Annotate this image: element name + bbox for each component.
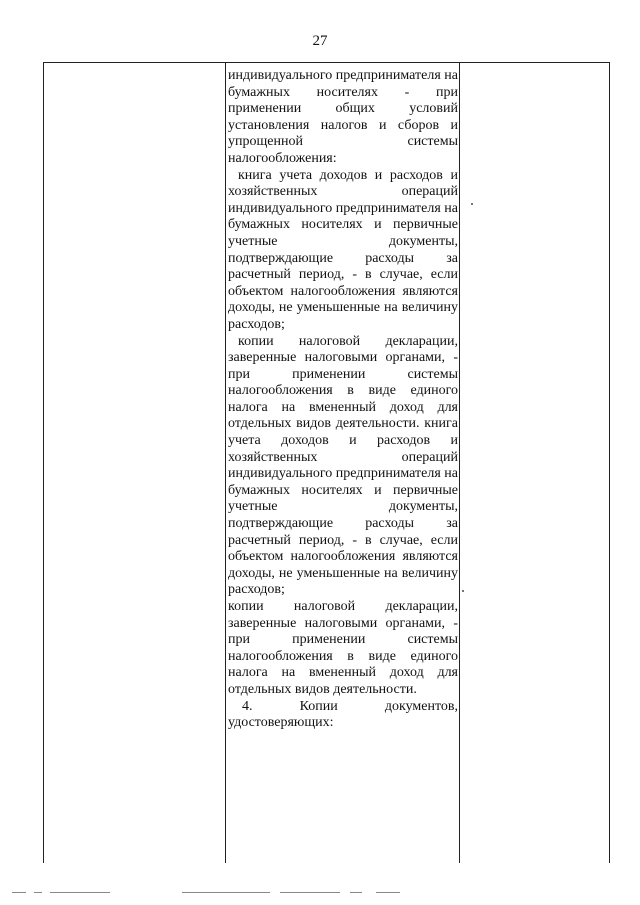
scan-noise	[12, 892, 26, 893]
scan-noise	[280, 892, 340, 893]
table-divider-right	[459, 63, 460, 863]
scan-noise	[376, 892, 400, 893]
paragraph-4: копии налоговой декларации, заверенные налоговыми органами, - при применении системы налогообложения в виде единого налога на вмененный доход для отдельных видов деятельности.	[228, 599, 458, 697]
page-number: 27	[312, 33, 328, 49]
scan-dot	[462, 590, 464, 592]
scan-noise	[34, 892, 42, 893]
paragraph-5: 4. Копии документов, удостоверяющих:	[228, 698, 458, 731]
scan-noise	[50, 892, 110, 893]
paragraph-2: книга учета доходов и расходов и хозяйственных операций индивидуального предпринимателя на бумажных носителях и первичные учетные документы, подтверждающие расходы за расчетный период, - в случае, если объектом налогообложения являются доходы, не уменьшенные на величину расходов;	[228, 167, 458, 332]
table-border-right	[609, 63, 610, 863]
scan-noise	[350, 892, 362, 893]
paragraph-1: индивидуального предпринимателя на бумажных носителях - при применении общих условий установления налогов и сборов и упрощенной системы налогообложения:	[228, 68, 458, 166]
table-divider-left	[225, 63, 226, 863]
table-cell-content	[228, 68, 458, 732]
scan-noise	[182, 892, 270, 893]
paragraph-3: копии налоговой декларации, заверенные налоговыми органами, - при применении системы налогообложения в виде единого налога на вмененный доход для отдельных видов деятельности. книга учета доходов и расходов и хозяйственных операций индивидуального предпринимателя на бумажных носителях и первичные учетные документы, подтверждающие расходы за расчетный период, - в случае, если объектом налогообложения являются доходы, не уменьшенные на величину расходов;	[228, 333, 458, 598]
scan-dot	[471, 203, 473, 205]
table-border-left	[43, 63, 44, 863]
scan-artifact-strip	[0, 889, 640, 897]
